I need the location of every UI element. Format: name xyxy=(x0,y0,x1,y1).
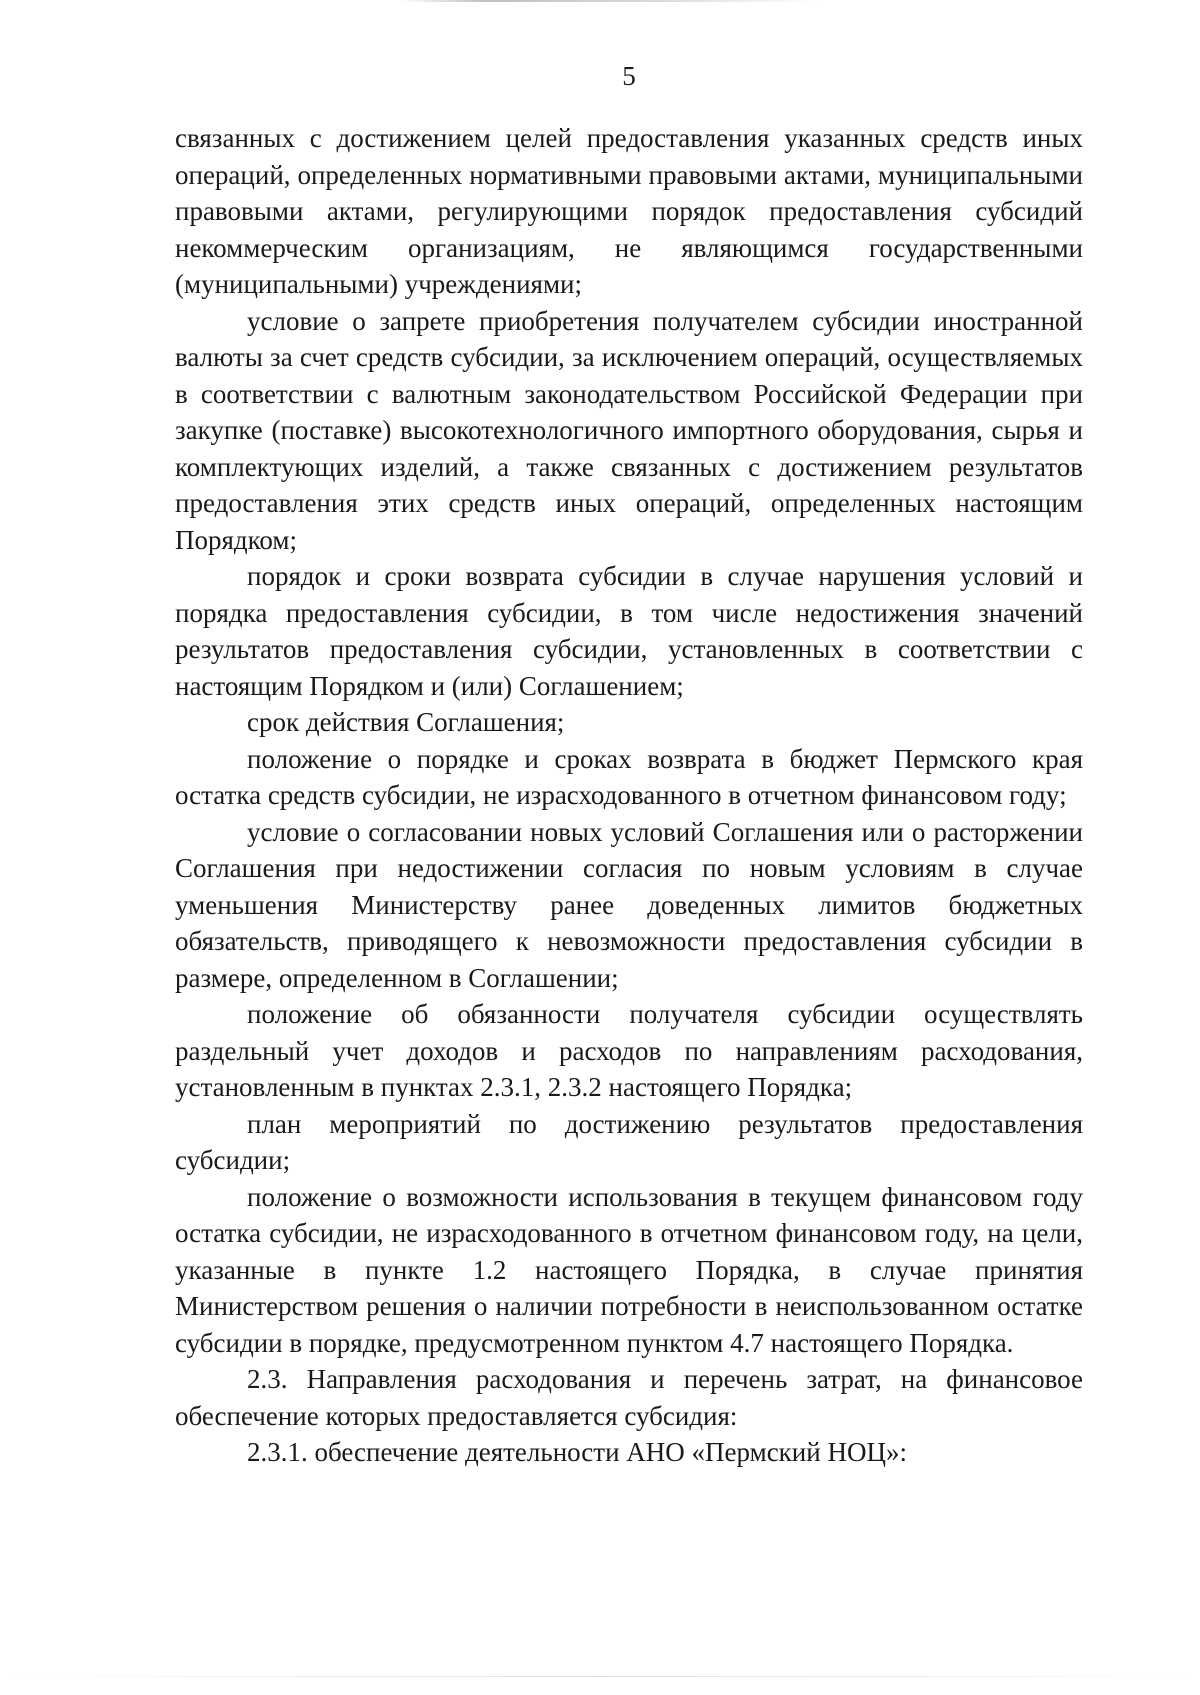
paragraph-section-2-3-1: 2.3.1. обеспечение деятельности АНО «Пермский НОЦ»: xyxy=(247,1437,907,1467)
page-number: 5 xyxy=(622,61,636,91)
scan-artifact-top xyxy=(400,0,820,2)
paragraph-agreement-term: срок действия Соглашения; xyxy=(247,707,565,737)
document-body xyxy=(175,120,1083,1471)
paragraph-continuation: связанных с достижением целей предоставления указанных средств иных операций, определенных нормативными правовыми актами, муниципальными правовыми актами, регулирующими порядок предоставления субсидий некоммерческим организациям, не являющимся государственными (муниципальными) учреждениями; xyxy=(175,123,1083,299)
paragraph-separate-accounting: положение об обязанности получателя субсидии осуществлять раздельный учет доходов и расходов по направлениям расходования, установленным в пунктах 2.3.1, 2.3.2 настоящего Порядка; xyxy=(175,999,1083,1102)
paragraph-refund-procedure: порядок и сроки возврата субсидии в случае нарушения условий и порядка предоставления субсидии, в том числе недостижения значений результатов предоставления субсидии, установленных в соответствии с настоящим Порядком и (или) Соглашением; xyxy=(175,561,1083,701)
paragraph-remainder-use: положение о возможности использования в текущем финансовом году остатка субсидии, не израсходованного в отчетном финансовом году, на цели, указанные в пункте 1.2 настоящего Порядка, в случае принятия Министерством решения о наличии потребности в неиспользованном остатке субсидии в порядке, предусмотренном пунктом 4.7 настоящего Порядка. xyxy=(175,1181,1083,1358)
paragraph-section-2-3: 2.3. Направления расходования и перечень затрат, на финансовое обеспечение которых предоставляется субсидия: xyxy=(175,1364,1083,1431)
scan-artifact-bottom xyxy=(0,1676,1200,1677)
paragraph-currency-ban: условие о запрете приобретения получателем субсидии иностранной валюты за счет средств субсидии, за исключением операций, осуществляемых в соответствии с валютным законодательством Российской Федерации при закупке (поставке) высокотехнологичного импортного оборудования, сырья и комплектующих изделий, а также связанных с достижением результатов предоставления этих средств иных операций, определенных настоящим Порядком; xyxy=(175,305,1083,555)
paragraph-new-conditions: условие о согласовании новых условий Соглашения или о расторжении Соглашения при недостижении согласия по новым условиям в случае уменьшения Министерству ранее доведенных лимитов бюджетных обязательств, приводящего к невозможности предоставления субсидии в размере, определенном в Соглашении; xyxy=(175,816,1083,993)
paragraph-budget-return: положение о порядке и сроках возврата в бюджет Пермского края остатка средств субсидии, не израсходованного в отчетном финансовом году; xyxy=(175,743,1083,810)
paragraph-action-plan: план мероприятий по достижению результатов предоставления субсидии; xyxy=(175,1108,1083,1175)
